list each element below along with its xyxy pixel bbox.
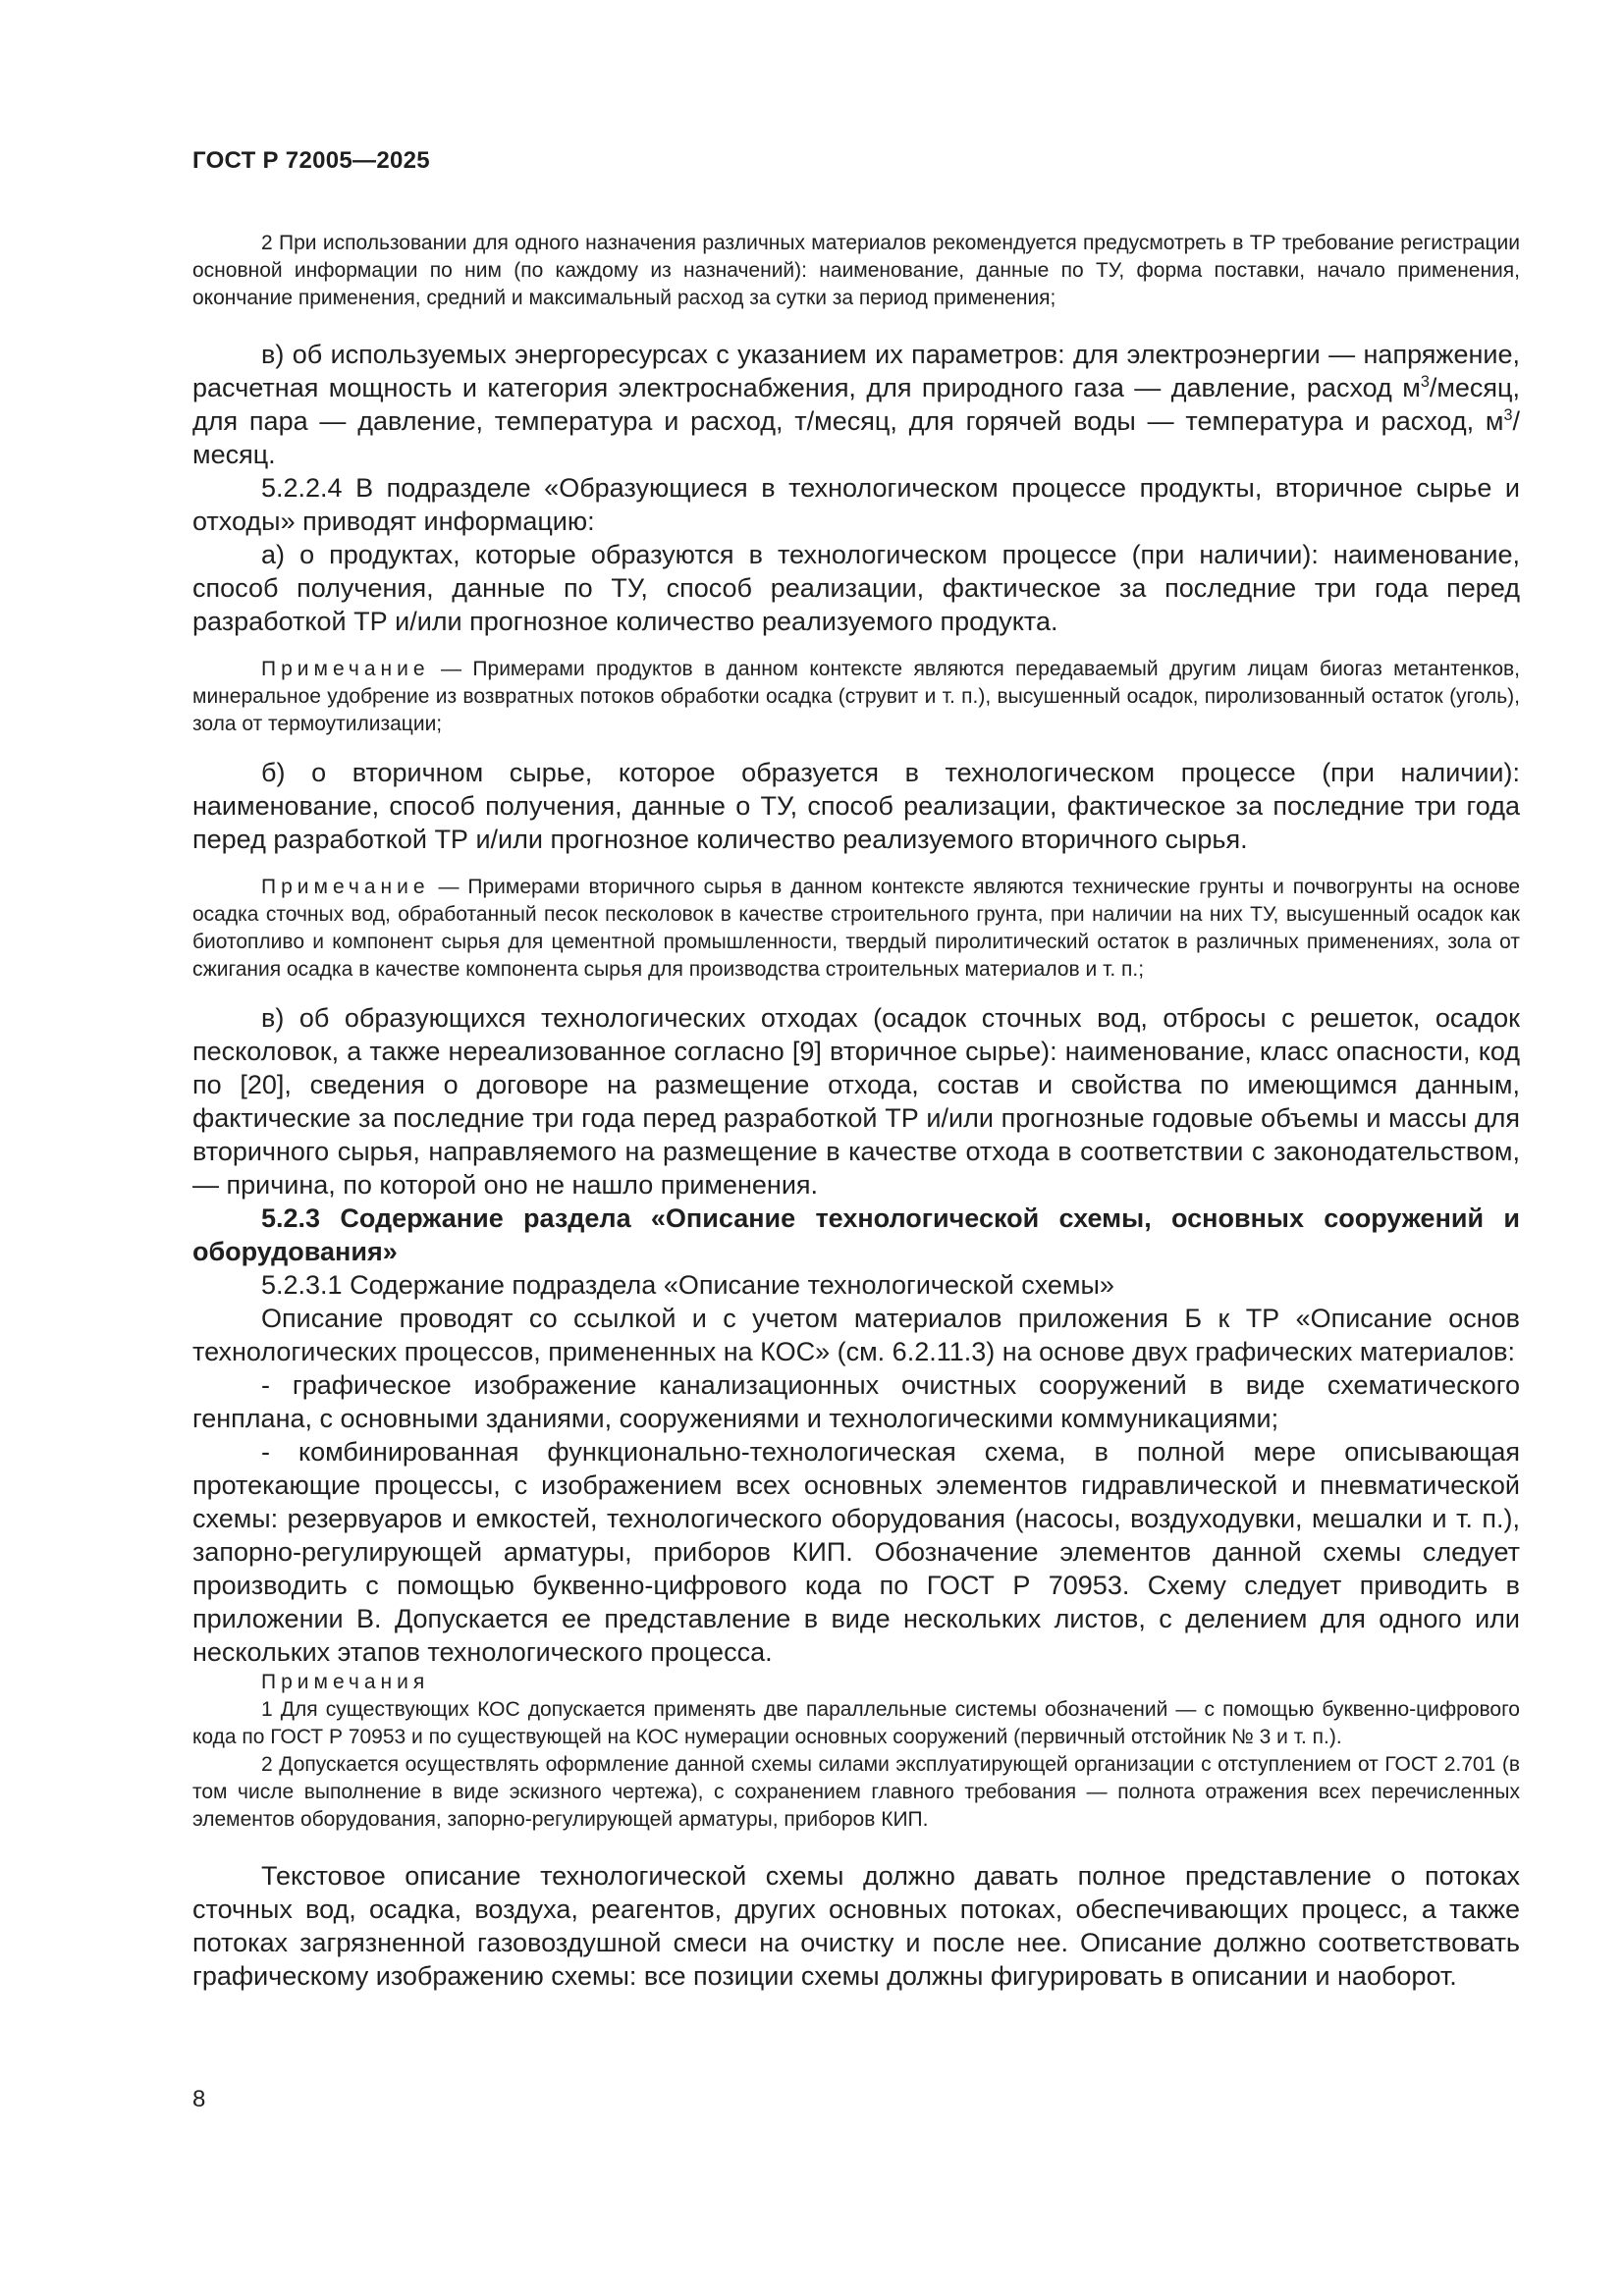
item-v-waste: в) об образующихся технологических отходах (осадок сточных вод, отбросы с решеток, осадок песколовок, а также нереализованное согласно [9] вторичное сырье): наименование, класс опасности, код по [20], сведения о договоре на размещение отхода, состав и свойства по имеющимся данным, фактические за последние три года перед разработкой ТР и/или прогнозные годовые объемы и массы для вторичного сырья, направляемого на размещение в качестве отхода в соответствии с законодательством, — причина, по которой оно не нашло применения. bbox=[192, 1003, 1520, 1200]
note-2: 2 Допускается осуществлять оформление данной схемы силами эксплуатирующей организации с отступлением от ГОСТ 2.701 (в том числе выполнение в виде эскизного чертежа), с сохранением главного требования — полнота отражения всех перечисленных элементов оборудования, запорно-регулирующей арматуры, приборов КИП. bbox=[192, 1753, 1520, 1831]
energy-text-b: /месяц, для пара — давление, температура и расход, т/месяц, для горячей воды — температура и расход, м bbox=[192, 373, 1520, 436]
note-text: — Примерами продуктов в данном контексте являются передаваемый другим лицам биогаз метантенков, минеральное удобрение из возвратных потоков обработки осадка (струвит и т. п.), высушенный осадок, пиролизованный остаток (уголь), зола от термоутилизации; bbox=[192, 658, 1520, 735]
clause-5-2-2-4: 5.2.2.4 В подразделе «Образующиеся в технологическом процессе продукты, вторичное сырье и отходы» приводят информацию: bbox=[192, 473, 1520, 536]
document-header: ГОСТ Р 72005—2025 bbox=[192, 147, 430, 174]
energy-text-a: в) об используемых энергоресурсах с указанием их параметров: для электроэнергии — напряжение, расчетная мощность и категория электроснабжения, для природного газа — давление, расход м bbox=[192, 340, 1520, 402]
paragraph-text-description: Текстовое описание технологической схемы должно давать полное представление о потоках сточных вод, осадка, воздуха, реагентов, других основных потоках, обеспечивающих процесс, а также потоках загрязненной газовоздушной смеси на очистку и после нее. Описание должно соответствовать графическому изображению схемы: все позиции схемы должны фигурировать в описании и наоборот. bbox=[192, 1861, 1520, 1991]
note-paragraph-2: 2 При использовании для одного назначения различных материалов рекомендуется предусмотреть в ТР требование регистрации основной информации по ним (по каждому из назначений): наименование, данные по ТУ, форма поставки, начало применения, окончание применения, средний и максимальный расход за сутки за период применения; bbox=[192, 232, 1520, 309]
notes-heading: Примечания bbox=[261, 1671, 430, 1693]
superscript-3: 3 bbox=[1503, 406, 1513, 424]
section-heading-5-2-3: 5.2.3 Содержание раздела «Описание технологической схемы, основных сооружений и оборудования» bbox=[192, 1203, 1520, 1266]
list-item-scheme: - комбинированная функционально-технологическая схема, в полной мере описывающая протекающие процессы, с изображением всех основных элементов гидравлической и пневматической схемы: резервуаров и емкостей, технологического оборудования (насосы, воздуходувки, мешалки и т. п.), запорно-регулирующей арматуры, приборов КИП. Обозначение элементов данной схемы следует производить с помощью буквенно-цифрового кода по ГОСТ Р 70953. Схему следует приводить в приложении В. Допускается ее представление в виде нескольких листов, с делением для одного или нескольких этапов технологического процесса. bbox=[192, 1437, 1520, 1667]
note-label: Примечание bbox=[261, 876, 430, 898]
item-a-products: а) о продуктах, которые образуются в технологическом процессе (при наличии): наименование, способ получения, данные по ТУ, способ реализации, фактическое за последние три года перед разработкой ТР и/или прогнозное количество реализуемого продукта. bbox=[192, 540, 1520, 636]
paragraph-energy-resources bbox=[192, 338, 1520, 471]
document-page bbox=[192, 147, 1520, 1993]
page-number: 8 bbox=[192, 2086, 206, 2112]
note-label: Примечание bbox=[261, 658, 430, 680]
clause-5-2-3-1: 5.2.3.1 Содержание подраздела «Описание технологической схемы» bbox=[261, 1270, 1114, 1300]
note-secondary-raw bbox=[192, 874, 1520, 984]
paragraph-description: Описание проводят со ссылкой и с учетом материалов приложения Б к ТР «Описание основ технологических процессов, примененных на КОС» (см. 6.2.11.3) на основе двух графических материалов: bbox=[192, 1304, 1520, 1366]
note-text: — Примерами вторичного сырья в данном контексте являются технические грунты и почвогрунты на основе осадка сточных вод, обработанный песок песколовок в качестве строительного грунта, при наличии на них ТУ, высушенный осадок как биотопливо и компонент сырья для цементной промышленности, твердый пиролитический остаток в различных применениях, зола от сжигания осадка в качестве компонента сырья для производства строительных материалов и т. п.; bbox=[192, 876, 1520, 981]
note-products bbox=[192, 656, 1520, 738]
item-b-secondary-raw: б) о вторичном сырье, которое образуется в технологическом процессе (при наличии): наименование, способ получения, данные о ТУ, способ реализации, фактическое за последние три года перед разработкой ТР и/или прогнозное количество реализуемого вторичного сырья. bbox=[192, 758, 1520, 854]
list-item-genplan: - графическое изображение канализационных очистных сооружений в виде схематического генплана, с основными зданиями, сооружениями и технологическими коммуникациями; bbox=[192, 1370, 1520, 1433]
note-1: 1 Для существующих КОС допускается применять две параллельные системы обозначений — с помощью буквенно-цифрового кода по ГОСТ Р 70953 и по существующей на КОС нумерации основных сооружений (первичный отстойник № 3 и т. п.). bbox=[192, 1698, 1520, 1748]
superscript-3: 3 bbox=[1420, 373, 1430, 391]
energy-text-c: /месяц. bbox=[192, 406, 1520, 469]
